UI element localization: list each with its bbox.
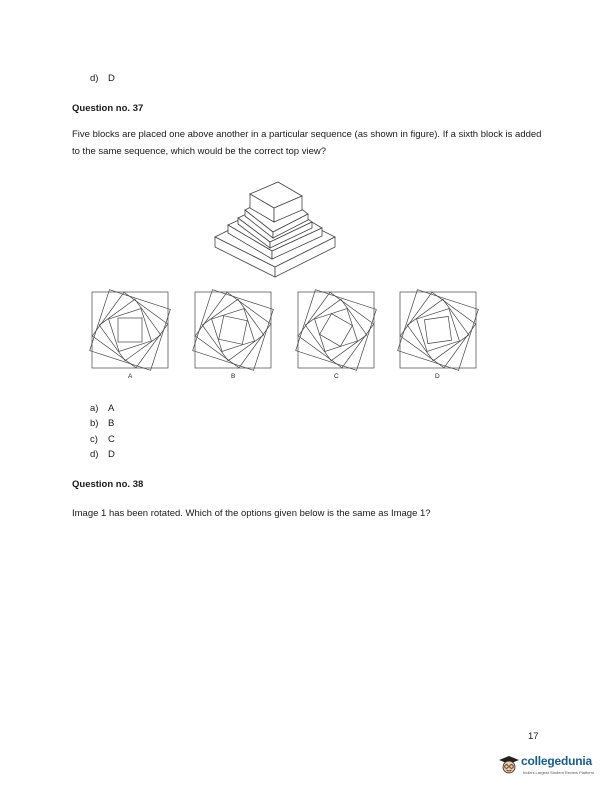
option-figure-b [193, 290, 273, 370]
option-label: d) [90, 449, 99, 460]
option-label: d) [90, 73, 99, 84]
option-value: A [108, 403, 115, 414]
option-figure-c [296, 290, 376, 370]
option-label: c) [90, 434, 98, 445]
question-heading: Question no. 38 [72, 479, 144, 490]
option-label: b) [90, 418, 99, 429]
brand-logo [498, 752, 598, 782]
brand-name: collegedunia [521, 754, 592, 768]
option-value: B [108, 418, 115, 429]
figure-label-d: D [435, 373, 440, 380]
option-value: C [108, 434, 115, 445]
option-value: D [108, 73, 115, 84]
page-number: 17 [528, 731, 539, 742]
graduate-mascot-icon [498, 754, 520, 776]
option-figure-d [398, 290, 478, 370]
brand-tagline: India's Largest Student Review Platform [523, 770, 595, 775]
figure-label-a: A [128, 373, 133, 380]
question-heading: Question no. 37 [72, 103, 144, 114]
option-value: D [108, 449, 115, 460]
option-label: a) [90, 403, 99, 414]
option-figure-a [90, 290, 170, 370]
stacked-blocks-figure [210, 180, 350, 290]
question-text: Image 1 has been rotated. Which of the options given below is the same as Image 1? [72, 508, 431, 519]
question-text: Five blocks are placed one above another in a particular sequence (as shown in figure). If a sixth block is added to the same sequence, which would be the correct top view? [72, 129, 542, 157]
figure-label-b: B [231, 373, 236, 380]
figure-label-c: C [334, 373, 339, 380]
